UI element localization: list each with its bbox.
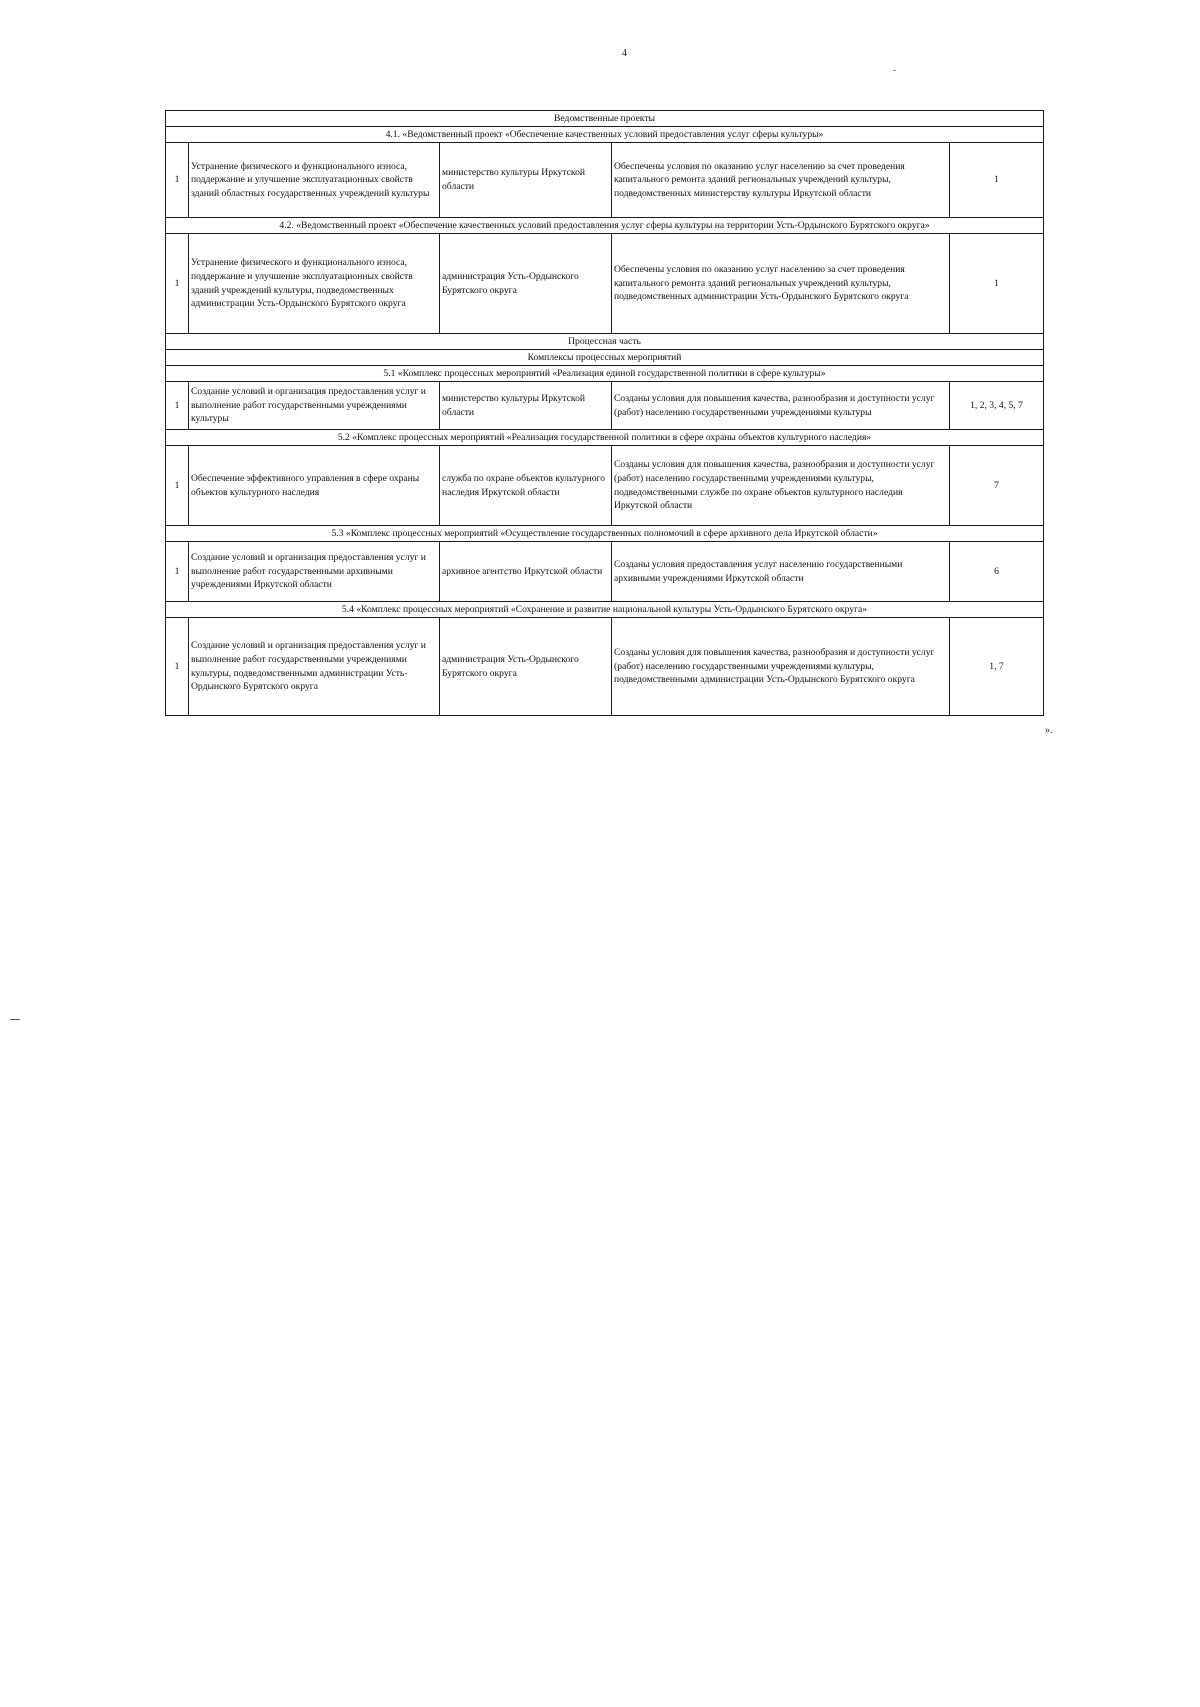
indicators-cell: 7 — [950, 446, 1044, 526]
subsection-header: 5.2 «Комплекс процессных мероприятий «Реализация государственной политики в сфере охраны объектов культурного наследия» — [166, 430, 1044, 446]
subsection-header-row — [166, 218, 1044, 234]
responsible-cell: министерство культуры Иркутской области — [440, 143, 612, 218]
subsection-header-row — [166, 366, 1044, 382]
task-cell: Обеспечение эффективного управления в сфере охраны объектов культурного наследия — [189, 446, 440, 526]
indicators-cell: 1, 2, 3, 4, 5, 7 — [950, 382, 1044, 430]
subsection-header: 5.3 «Комплекс процессных мероприятий «Осуществление государственных полномочий в сфере архивного дела Иркутской области» — [166, 526, 1044, 542]
table-row — [166, 446, 1044, 526]
measures-table — [165, 110, 1044, 716]
section-header-row — [166, 334, 1044, 350]
responsible-cell: администрация Усть-Ордынского Бурятского округа — [440, 618, 612, 716]
subsection-header: 4.2. «Ведомственный проект «Обеспечение качественных условий предоставления услуг сферы культуры на территории Усть-Ордынского Бурятского округа» — [166, 218, 1044, 234]
table-row — [166, 143, 1044, 218]
indicators-cell: 1, 7 — [950, 618, 1044, 716]
responsible-cell: служба по охране объектов культурного наследия Иркутской области — [440, 446, 612, 526]
table-row — [166, 382, 1044, 430]
task-cell: Устранение физического и функционального износа, поддержание и улучшение эксплуатационных свойств зданий областных государственных учреждений культуры — [189, 143, 440, 218]
section-header-row — [166, 350, 1044, 366]
table-row — [166, 234, 1044, 334]
task-cell: Создание условий и организация предоставления услуг и выполнение работ государственными учреждениями культуры, подведомственными администрации Усть-Ордынского Бурятского округа — [189, 618, 440, 716]
indicators-cell: 1 — [950, 143, 1044, 218]
effect-cell: Созданы условия предоставления услуг населению государственными архивными учреждениями Иркутской области — [612, 542, 950, 602]
task-cell: Создание условий и организация предоставления услуг и выполнение работ государственными архивными учреждениями Иркутской области — [189, 542, 440, 602]
responsible-cell: администрация Усть-Ордынского Бурятского округа — [440, 234, 612, 334]
scan-margin-mark — [10, 1019, 20, 1020]
responsible-cell: министерство культуры Иркутской области — [440, 382, 612, 430]
subsection-header-row — [166, 127, 1044, 143]
subsection-header-row — [166, 602, 1044, 618]
effect-cell: Обеспечены условия по оказанию услуг населению за счет проведения капитального ремонта зданий региональных учреждений культуры, подведомственных министерству культуры Иркутской области — [612, 143, 950, 218]
subsection-header-row — [166, 526, 1044, 542]
section-header: Комплексы процессных мероприятий — [166, 350, 1044, 366]
responsible-cell: архивное агентство Иркутской области — [440, 542, 612, 602]
section-header-row — [166, 111, 1044, 127]
section-header: Ведомственные проекты — [166, 111, 1044, 127]
table-body — [166, 111, 1044, 716]
effect-cell: Созданы условия для повышения качества, разнообразия и доступности услуг (работ) населению государственными учреждениями культуры, подведомственными администрации Усть-Ордынского Бурятского округа — [612, 618, 950, 716]
row-number: 1 — [166, 234, 189, 334]
subsection-header: 5.1 «Комплекс процессных мероприятий «Реализация единой государственной политики в сфере культуры» — [166, 366, 1044, 382]
closing-quote-mark: ». — [1045, 725, 1053, 736]
task-cell: Создание условий и организация предоставления услуг и выполнение работ государственными учреждениями культуры — [189, 382, 440, 430]
indicators-cell: 6 — [950, 542, 1044, 602]
row-number: 1 — [166, 382, 189, 430]
row-number: 1 — [166, 143, 189, 218]
effect-cell: Созданы условия для повышения качества, разнообразия и доступности услуг (работ) населению государственными учреждениями культуры, подведомственными службе по охране объектов культурного наследия Иркутской области — [612, 446, 950, 526]
subsection-header: 5.4 «Комплекс процессных мероприятий «Сохранение и развитие национальной культуры Усть-Ордынского Бурятского округа» — [166, 602, 1044, 618]
table-row — [166, 542, 1044, 602]
subsection-header-row — [166, 430, 1044, 446]
section-header: Процессная часть — [166, 334, 1044, 350]
page-number: 4 — [622, 48, 627, 59]
effect-cell: Созданы условия для повышения качества, разнообразия и доступности услуг (работ) населению государственными учреждениями культуры — [612, 382, 950, 430]
task-cell: Устранение физического и функционального износа, поддержание и улучшение эксплуатационных свойств зданий учреждений культуры, подведомственных администрации Усть-Ордынского Бурятского округа — [189, 234, 440, 334]
row-number: 1 — [166, 542, 189, 602]
scan-artifact — [893, 70, 896, 71]
row-number: 1 — [166, 618, 189, 716]
subsection-header: 4.1. «Ведомственный проект «Обеспечение качественных условий предоставления услуг сферы культуры» — [166, 127, 1044, 143]
table-row — [166, 618, 1044, 716]
indicators-cell: 1 — [950, 234, 1044, 334]
row-number: 1 — [166, 446, 189, 526]
effect-cell: Обеспечены условия по оказанию услуг населению за счет проведения капитального ремонта зданий региональных учреждений культуры, подведомственных администрации Усть-Ордынского Бурятского округа — [612, 234, 950, 334]
